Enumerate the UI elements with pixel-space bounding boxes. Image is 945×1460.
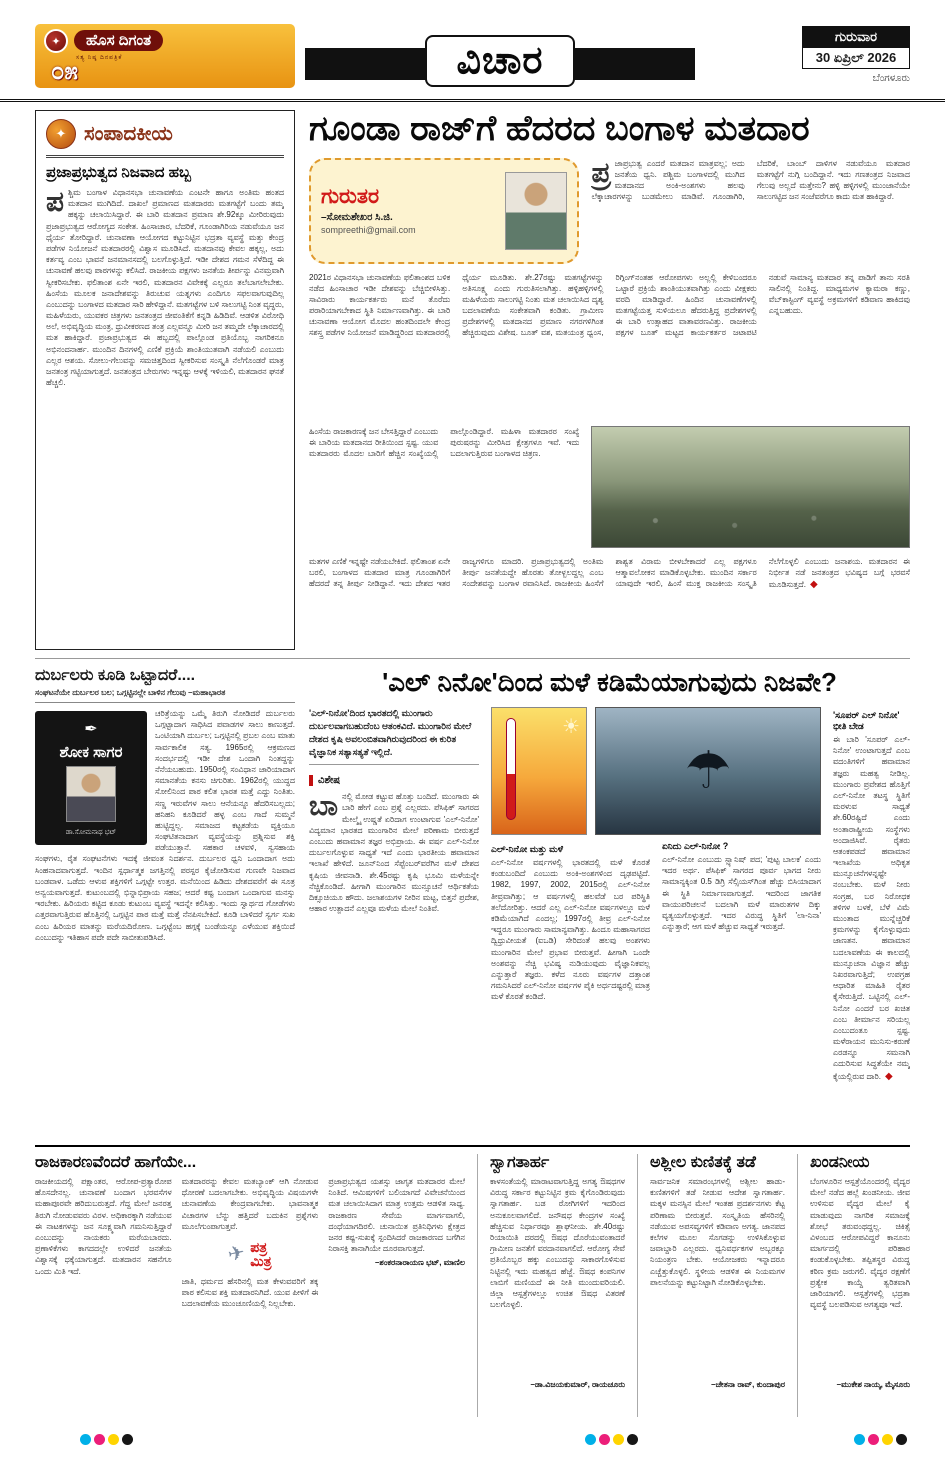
durbala-article: [35, 667, 295, 1137]
elnino-col3-body: ಈ ಬಾರಿ 'ಸೂಪರ್ ಎಲ್-ನಿನೋ' ಉಂಟಾಗುತ್ತದೆ ಎಂಬ ವದಂತಿಗಳಿಗೆ ಹವಾಮಾನ ತಜ್ಞರು ಮಹತ್ವ ನೀಡಿಲ್ಲ. ಮುಂಗಾರು ಪ್ರವೇಶದ ಹೊತ್ತಿಗೆ ಎಲ್-ನಿನೋ ತಟಸ್ಥ ಸ್ಥಿತಿಗೆ ಮರಳುವ ಸಾಧ್ಯತೆ ಶೇ.60ರಷ್ಟಿದೆ ಎಂದು ಅಂತಾರಾಷ್ಟ್ರೀಯ ಸಂಸ್ಥೆಗಳು ಅಂದಾಜಿಸಿವೆ. ರೈತರು ಆತಂಕಪಡದೆ ಹವಾಮಾನ ಇಲಾಖೆಯ ಅಧಿಕೃತ ಮುನ್ಸೂಚನೆಗಳನ್ನಷ್ಟೇ ನಂಬಬೇಕು. ಮಳೆ ನೀರು ಸಂಗ್ರಹ, ಬರ ನಿರೋಧಕ ತಳಿಗಳ ಬಳಕೆ, ಬೆಳೆ ವಿಮೆ ಮುಂತಾದ ಮುನ್ನೆಚ್ಚರಿಕೆ ಕ್ರಮಗಳನ್ನು ಕೈಗೊಳ್ಳುವುದು ಜಾಣತನ. ಹವಾಮಾನ ಬದಲಾವಣೆಯ ಈ ಕಾಲದಲ್ಲಿ ಮುನ್ಸೂಚನಾ ವಿಜ್ಞಾನ ಹೆಚ್ಚು ನಿಖರವಾಗುತ್ತಿದೆ; ಉಪಗ್ರಹ ಆಧಾರಿತ ಮಾಹಿತಿ ರೈತರ ಕೈಸೇರುತ್ತಿದೆ. ಒಟ್ಟಿನಲ್ಲಿ ಎಲ್-ನಿನೋ ಎಂದರೆ ಬರ ಖಚಿತ ಎಂಬ ತೀರ್ಮಾನ ಸರಿಯಲ್ಲ ಎಂಬುದಂತೂ ಸ್ಪಷ್ಟ. ಮಳೆರಾಯನ ಮುನಿಸು-ಕರುಣೆ ಎರಡನ್ನೂ ಸಮನಾಗಿ ಎದುರಿಸುವ ಸಿದ್ಧತೆಯೇ ನಮ್ಮ ಕೈಯಲ್ಲಿರುವ ದಾರಿ. ◆: [833, 735, 910, 1082]
elnino-col2-body-a: ಎಲ್-ನಿನೋ ವರ್ಷಗಳಲ್ಲಿ ಭಾರತದಲ್ಲಿ ಮಳೆ ಕೊರತೆ ಕಂಡುಬಂದಿದೆ ಎಂಬುದು ಅಂಕಿ-ಅಂಶಗಳಿಂದ ದೃಢಪಟ್ಟಿದೆ. 1982, 1997, 2002, 2015ರಲ್ಲಿ ಎಲ್-ನಿನೋ ತೀವ್ರವಾಗಿತ್ತು; ಆ ವರ್ಷಗಳಲ್ಲಿ ಹಲವೆಡೆ ಬರ ಪರಿಸ್ಥಿತಿ ತಲೆದೋರಿತ್ತು. ಆದರೆ ಎಲ್ಲ ಎಲ್-ನಿನೋ ವರ್ಷಗಳಲ್ಲೂ ಮಳೆ ಕಡಿಮೆಯಾಗಿದೆ ಎಂದಲ್ಲ; 1997ರಲ್ಲಿ ತೀವ್ರ ಎಲ್-ನಿನೋ ಇದ್ದರೂ ಮುಂಗಾರು ಸಾಮಾನ್ಯವಾಗಿತ್ತು. ಹಿಂದೂ ಮಹಾಸಾಗರದ ದ್ವಿಧ್ರುವೀಯತೆ (ಐಒಡಿ) ಸೇರಿದಂತೆ ಹಲವು ಅಂಶಗಳು ಮುಂಗಾರಿನ ಮೇಲೆ ಪ್ರಭಾವ ಬೀರುತ್ತವೆ. ಹೀಗಾಗಿ ಒಂದೇ ಅಂಶವನ್ನು ನೆಚ್ಚಿ ಭವಿಷ್ಯ ನುಡಿಯುವುದು ವೈಜ್ಞಾನಿಕವಲ್ಲ ಎನ್ನುತ್ತಾರೆ ತಜ್ಞರು. ಕಳೆದ ನೂರು ವರ್ಷಗಳ ದತ್ತಾಂಶ ಗಮನಿಸಿದರೆ ಎಲ್-ನಿನೋ ವರ್ಷಗಳ ಪೈಕಿ ಅರ್ಧದಷ್ಟರಲ್ಲಿ ಮಾತ್ರ ಮಳೆ ಕೊರತೆ ಕಂಡಿದೆ.: [491, 858, 650, 1002]
date-label: 30 ಏಪ್ರಿಲ್ 2026: [802, 48, 910, 69]
swagatarha-body: ಕಾಳಸಂತೆಯಲ್ಲಿ ಮಾರಾಟವಾಗುತ್ತಿದ್ದ ಅಗತ್ಯ ಔಷಧಗಳ ವಿರುದ್ಧ ಸರ್ಕಾರ ಕಟ್ಟುನಿಟ್ಟಿನ ಕ್ರಮ ಕೈಗೊಂಡಿರುವುದು ಸ್ವಾಗತಾರ್ಹ. ಬಡ ರೋಗಿಗಳಿಗೆ ಇದರಿಂದ ಅನುಕೂಲವಾಗಲಿದೆ. ಜನೌಷಧ ಕೇಂದ್ರಗಳ ಸಂಖ್ಯೆ ಹೆಚ್ಚಿಸುವ ನಿರ್ಧಾರವೂ ಶ್ಲಾಘನೀಯ. ಶೇ.40ರಷ್ಟು ರಿಯಾಯಿತಿ ದರದಲ್ಲಿ ಔಷಧ ದೊರೆಯುವಂತಾದರೆ ಗ್ರಾಮೀಣ ಜನತೆಗೆ ವರದಾನವಾಗಲಿದೆ. ಆರೋಗ್ಯ ಸೇವೆ ಪ್ರತಿಯೊಬ್ಬರ ಹಕ್ಕು ಎಂಬುದನ್ನು ಸಾಕಾರಗೊಳಿಸುವ ನಿಟ್ಟಿನಲ್ಲಿ ಇದು ಮಹತ್ವದ ಹೆಜ್ಜೆ. ಔಷಧ ಕಂಪನಿಗಳ ಲಾಬಿಗೆ ಮಣಿಯದೆ ಈ ನೀತಿ ಮುಂದುವರಿಯಲಿ. ಜಿಲ್ಲಾ ಆಸ್ಪತ್ರೆಗಳಲ್ಲೂ ಉಚಿತ ಔಷಧ ವಿತರಣೆ ಬಲಗೊಳ್ಳಲಿ.: [490, 1177, 625, 1310]
flame-icon: ✦: [51, 35, 61, 48]
page-number: ೦೫: [51, 58, 78, 85]
column-kicker: ಗುರುತರ: [321, 185, 380, 208]
end-mark-icon: ◆: [884, 1070, 893, 1082]
swagatarha-section: [477, 1154, 625, 1417]
paper-plane-icon: ✈: [226, 1241, 248, 1267]
page-header: [0, 0, 945, 102]
drop-cap: ಪ್ರ: [591, 157, 611, 188]
columnist-photo: [66, 766, 116, 822]
lead-intro: ಪ್ರ ಜಾಪ್ರಭುತ್ವ ಎಂದರೆ ಮತದಾನ ಮಾತ್ರವಲ್ಲ; ಅದು ಜನತೆಯ ಧ್ವನಿ. ಪಶ್ಚಿಮ ಬಂಗಾಳದಲ್ಲಿ ಮುಗಿದ ಮತದಾನದ ಅಂಕಿ-ಅಂಶಗಳು ಹಲವು ಲೆಕ್ಕಾಚಾರಗಳನ್ನು ಬುಡಮೇಲು ಮಾಡಿವೆ. ಗೂಂಡಾಗಿರಿ, ಬೆದರಿಕೆ, ಬಾಂಬ್ ದಾಳಿಗಳ ನಡುವೆಯೂ ಮತದಾರ ಮತಗಟ್ಟೆಗೆ ನುಗ್ಗಿ ಬಂದಿದ್ದಾನೆ. ಇದು ಗಣತಂತ್ರದ ನಿಜವಾದ ಗೆಲುವು ಅಲ್ಲದೆ ಮತ್ತೇನು? ಹಳ್ಳಿ ಹಳ್ಳಿಗಳಲ್ಲಿ ಮುಂಜಾನೆಯೇ ಸಾಲುಗಟ್ಟಿದ ಜನ ಸಂಜೆವರೆಗೂ ಕಾದು ಮತ ಹಾಕಿದ್ದಾರೆ.: [591, 157, 910, 202]
khandaneeya-headline: ಖಂಡನೀಯ: [810, 1154, 870, 1171]
letters-col-3: [328, 1176, 465, 1408]
reg-dot-group: [80, 1434, 133, 1445]
author-email: sompreethi@gmail.com: [321, 225, 416, 235]
swagatarha-headline: ಸ್ವಾಗತಾರ್ಹ: [490, 1154, 550, 1171]
editorial-box: [35, 110, 295, 650]
elnino-subhead-2: ಏನಿದು ಎಲ್-ನಿನೋ ?: [662, 841, 729, 851]
durbala-standfirst: ಸಂಘಟನೆಯೇ ದುರ್ಬಲರ ಬಲ; ಒಗ್ಗಟ್ಟಿನಲ್ಲೇ ಬಾಳಿನ ಗೆಲುವು –ಮಹಾಭಾರತ: [35, 688, 295, 703]
quill-icon: ✒: [84, 721, 98, 738]
letters-col-3-body: ಪ್ರಜಾಪ್ರಭುತ್ವದ ಯಶಸ್ಸು ಜಾಗೃತ ಮತದಾರರ ಮೇಲೆ ನಿಂತಿದೆ. ಆಮಿಷಗಳಿಗೆ ಬಲಿಯಾಗದೆ ವಿವೇಚನೆಯಿಂದ ಮತ ಚಲಾಯಿಸಿದಾಗ ಮಾತ್ರ ಉತ್ತಮ ಆಡಳಿತ ಸಾಧ್ಯ. ರಾಜಕಾರಣ ಸೇವೆಯ ಮಾರ್ಗವಾಗಲಿ, ದಂಧೆಯಾಗದಿರಲಿ. ಚುನಾಯಿತ ಪ್ರತಿನಿಧಿಗಳು ಕ್ಷೇತ್ರದ ಜನರ ಕಷ್ಟ-ಸುಖಕ್ಕೆ ಸ್ಪಂದಿಸಿದರೆ ರಾಜಕಾರಣದ ಬಗೆಗಿನ ನಿರಾಸಕ್ತಿ ತಾನಾಗಿಯೇ ದೂರವಾಗುತ್ತದೆ.: [328, 1177, 466, 1254]
patra-mitra-text: ಪತ್ರ ಮಿತ್ರ: [250, 1238, 272, 1269]
letter-signature: –ಮುಕೇಶ ನಾಯ್ಕ, ಮೈಸೂರು: [836, 1380, 910, 1389]
newspaper-tagline: ಸತ್ಯ ನಿಷ್ಠ ದಿನಪತ್ರಿಕೆ: [76, 55, 123, 61]
end-mark-icon: ◆: [809, 578, 818, 590]
registration-marks: [0, 1434, 945, 1446]
ashleela-body: ಸಾರ್ವಜನಿಕ ಸಮಾರಂಭಗಳಲ್ಲಿ ಅಶ್ಲೀಲ ಹಾಡು-ಕುಣಿತಗಳಿಗೆ ತಡೆ ನೀಡುವ ಆದೇಶ ಸ್ವಾಗತಾರ್ಹ. ಮಕ್ಕಳ ಮನಸ್ಸಿನ ಮೇಲೆ ಇಂತಹ ಪ್ರದರ್ಶನಗಳು ಕೆಟ್ಟ ಪರಿಣಾಮ ಬೀರುತ್ತವೆ. ಸಂಸ್ಕೃತಿಯ ಹೆಸರಿನಲ್ಲಿ ನಡೆಯುವ ಅಪಸವ್ಯಗಳಿಗೆ ಕಡಿವಾಣ ಅಗತ್ಯ. ಜಾನಪದ ಕಲೆಗಳ ಮೂಲ ಸೊಗಡನ್ನು ಉಳಿಸಿಕೊಳ್ಳುವ ಜವಾಬ್ದಾರಿ ಎಲ್ಲರದು. ಧ್ವನಿವರ್ಧಕಗಳ ಅಬ್ಬರಕ್ಕೂ ನಿಯಂತ್ರಣ ಬೇಕು. ಆಯೋಜಕರು ಇನ್ನಾದರೂ ಎಚ್ಚೆತ್ತುಕೊಳ್ಳಲಿ. ಸ್ಥಳೀಯ ಆಡಳಿತ ಈ ನಿಯಮಗಳ ಪಾಲನೆಯನ್ನು ಕಟ್ಟುನಿಟ್ಟಾಗಿ ನೋಡಿಕೊಳ್ಳಬೇಕು.: [650, 1177, 785, 1287]
rally-photo: [591, 426, 910, 548]
section-divider: [35, 658, 910, 659]
special-label: ವಿಶೇಷ: [309, 775, 340, 786]
ashleela-section: [637, 1154, 785, 1417]
newspaper-logo-icon: [44, 29, 68, 53]
elnino-headline: 'ಎಲ್ ನಿನೋ'ದಿಂದ ಮಳೆ ಕಡಿಮೆಯಾಗುವುದು ನಿಜವೇ?: [382, 667, 837, 697]
city-label: ಬೆಂಗಳೂರು: [872, 73, 910, 84]
letter-signature: –ಚೇತನಾ ರಾವ್, ಕುಂದಾಪುರ: [711, 1380, 785, 1389]
elnino-article: [309, 667, 910, 1137]
dateline: [802, 26, 910, 84]
flame-icon: ✦: [55, 126, 67, 141]
ashleela-headline: ಅಶ್ಲೀಲ ಕುಣಿತಕ್ಕೆ ತಡೆ: [650, 1154, 756, 1171]
durbala-headline: ದುರ್ಬಲರು ಕೂಡಿ ಒಟ್ಟಾದರೆ....: [35, 667, 196, 684]
elnino-col1: [309, 707, 479, 1131]
patra-mitra-logo: [182, 1240, 319, 1268]
section-title: ವಿಚಾರ: [456, 39, 544, 82]
author-photo: [505, 172, 567, 250]
column-title: ಶೋಕ ಸಾಗರ: [59, 744, 123, 762]
section-title-band: [305, 39, 695, 82]
lead-body-d: ಮತಗಳ ಎಣಿಕೆ ಇನ್ನಷ್ಟೇ ನಡೆಯಬೇಕಿದೆ. ಫಲಿತಾಂಶ ಏನೇ ಬರಲಿ, ಬಂಗಾಳದ ಮತದಾರ ಮಾತ್ರ ಗೂಂಡಾಗಿರಿಗೆ ಹೆದರದೆ ತನ್ನ ತೀರ್ಪು ನೀಡಿದ್ದಾನೆ. ಇದು ದೇಶದ ಇತರ ರಾಜ್ಯಗಳಿಗೂ ಮಾದರಿ. ಪ್ರಜಾಪ್ರಭುತ್ವದಲ್ಲಿ ಅಂತಿಮ ತೀರ್ಪು ಜನತೆಯದ್ದೇ ಹೊರತು ತೋಳ್ಬಲದ್ದಲ್ಲ ಎಂಬ ಸಂದೇಶವನ್ನು ಬಂಗಾಳ ರವಾನಿಸಿದೆ. ರಾಜಕೀಯ ಹಿಂಸೆಗೆ ಶಾಶ್ವತ ವಿರಾಮ ಬೀಳಬೇಕಾದರೆ ಎಲ್ಲ ಪಕ್ಷಗಳೂ ಆತ್ಮಾವಲೋಕನ ಮಾಡಿಕೊಳ್ಳಬೇಕು. ಮುಂದಿನ ಸರ್ಕಾರ ಯಾವುದೇ ಇರಲಿ, ಹಿಂಸೆ ಮುಕ್ತ ರಾಜಕೀಯ ಸಂಸ್ಕೃತಿ ನೆಲೆಗೊಳ್ಳಲಿ ಎಂಬುದು ಜನಾಶಯ. ಮತದಾರನ ಈ ನಿರ್ಭೀತ ನಡೆ ಜನತಂತ್ರದ ಭವಿಷ್ಯದ ಬಗ್ಗೆ ಭರವಸೆ ಮೂಡಿಸುತ್ತದೆ. ◆: [309, 556, 910, 590]
editorial-headline: ಪ್ರಜಾಪ್ರಭುತ್ವದ ನಿಜವಾದ ಹಬ್ಬ: [46, 164, 191, 181]
editorial-logo-icon: [46, 119, 76, 149]
elnino-subhead-3: 'ಸೂಪರ್ ಎಲ್ ನಿನೋ' ಭೀತಿ ಬೇಡ: [833, 710, 900, 731]
drop-cap: ಬಾ: [309, 791, 339, 822]
umbrella-icon: ☂: [684, 742, 732, 800]
elnino-subhead-1: ಎಲ್-ನಿನೋ ಮತ್ತು ಮಳೆ: [491, 844, 563, 854]
khandaneeya-section: [797, 1154, 910, 1417]
sun-icon: ☀: [562, 716, 580, 738]
masthead-panel: [35, 24, 295, 88]
author-name: –ಸೋಮಶೇಖರ ಸಿ.ಜಿ.: [321, 212, 393, 223]
editorial-section-label: ಸಂಪಾದಕೀಯ: [84, 122, 173, 145]
letters-col-1: ರಾಜಕೀಯದಲ್ಲಿ ಪಕ್ಷಾಂತರ, ಆರೋಪ-ಪ್ರತ್ಯಾರೋಪ ಹೊಸದೇನಲ್ಲ. ಚುನಾವಣೆ ಬಂದಾಗ ಭರವಸೆಗಳ ಮಹಾಪೂರವೇ ಹರಿದುಬರುತ್ತದೆ. ಗೆದ್ದ ಮೇಲೆ ಜನರತ್ತ ತಿರುಗಿ ನೋಡುವವರು ವಿರಳ. ಅಧಿಕಾರಕ್ಕಾಗಿ ನಡೆಯುವ ಈ ನಾಟಕಗಳನ್ನು ಜನ ಸೂಕ್ಷ್ಮವಾಗಿ ಗಮನಿಸುತ್ತಿದ್ದಾರೆ ಎಂಬುದನ್ನು ನಾಯಕರು ಮರೆಯಬಾರದು. ಪ್ರಣಾಳಿಕೆಗಳು ಕಾಗದದಲ್ಲೇ ಉಳಿದರೆ ಜನತೆಯ ವಿಶ್ವಾಸಕ್ಕೆ ಧಕ್ಕೆಯಾಗುತ್ತದೆ. ಮತದಾರನ ಸಹನೆಗೂ ಒಂದು ಮಿತಿ ಇದೆ.: [35, 1177, 172, 1276]
rain-umbrella-photo: [595, 707, 821, 835]
reg-dot-group: [854, 1434, 907, 1445]
elnino-col3: [833, 707, 910, 1131]
page-content: [0, 102, 945, 1417]
day-label: ಗುರುವಾರ: [802, 26, 910, 48]
section-title-box: [425, 35, 576, 87]
letters-col-2a: ಮತದಾರರನ್ನು ಕೇವಲ ಮತಬ್ಯಾಂಕ್ ಆಗಿ ನೋಡುವ ಧೋರಣೆ ಬದಲಾಗಬೇಕು. ಅಭಿವೃದ್ಧಿಯ ವಿಷಯಗಳೇ ಚುನಾವಣೆಯ ಕೇಂದ್ರವಾಗಬೇಕು. ಭಾವನಾತ್ಮಕ ವಿಚಾರಗಳ ಬೆನ್ನು ಹತ್ತಿದರೆ ಬದುಕಿನ ಪ್ರಶ್ನೆಗಳು ಮೂಲೆಗುಂಪಾಗುತ್ತವೆ.: [181, 1177, 319, 1231]
lead-body-b: 2021ರ ವಿಧಾನಸಭಾ ಚುನಾವಣೆಯ ಫಲಿತಾಂಶದ ಬಳಿಕ ನಡೆದ ಹಿಂಸಾಚಾರ ಇಡೀ ದೇಶವನ್ನು ಬೆಚ್ಚಿಬೀಳಿಸಿತ್ತು. ಸಾವಿರಾರು ಕಾರ್ಯಕರ್ತರು ಮನೆ ತೊರೆದು ಪರಾರಿಯಾಗಬೇಕಾದ ಸ್ಥಿತಿ ನಿರ್ಮಾಣವಾಗಿತ್ತು. ಈ ಬಾರಿ ಚುನಾವಣಾ ಆಯೋಗ ಮೊದಲ ಹಂತದಿಂದಲೇ ಕೇಂದ್ರ ಸಶಸ್ತ್ರ ಪಡೆಗಳ ನಿಯೋಜನೆ ಮಾಡಿದ್ದರಿಂದ ಮತದಾರರಲ್ಲಿ ಧೈರ್ಯ ಮೂಡಿತು. ಶೇ.27ರಷ್ಟು ಮತಗಟ್ಟೆಗಳನ್ನು ಅತಿಸೂಕ್ಷ್ಮ ಎಂದು ಗುರುತಿಸಲಾಗಿತ್ತು. ಹಳ್ಳಿಹಳ್ಳಿಗಳಲ್ಲಿ ಮಹಿಳೆಯರು ಸಾಲುಗಟ್ಟಿ ನಿಂತು ಮತ ಚಲಾಯಿಸಿದ ದೃಶ್ಯ ಬದಲಾವಣೆಯ ಸಂಕೇತವಾಗಿ ಕಂಡಿತು. ಗ್ರಾಮೀಣ ಪ್ರದೇಶಗಳಲ್ಲಿ ಮತದಾನದ ಪ್ರಮಾಣ ನಗರಗಳಿಗಿಂತ ಹೆಚ್ಚಿರುವುದು ವಿಶೇಷ. ಬೂತ್ ವಶ, ಮತಯಂತ್ರ ಧ್ವಂಸ, ರಿಗ್ಗಿಂಗ್‌ನಂತಹ ಆರೋಪಗಳು ಅಲ್ಲಲ್ಲಿ ಕೇಳಿಬಂದರೂ ಒಟ್ಟಾರೆ ಪ್ರಕ್ರಿಯೆ ಶಾಂತಿಯುತವಾಗಿತ್ತು ಎಂದು ವೀಕ್ಷಕರು ವರದಿ ಮಾಡಿದ್ದಾರೆ. ಹಿಂದಿನ ಚುನಾವಣೆಗಳಲ್ಲಿ ಮತಗಟ್ಟೆಯತ್ತ ಸುಳಿಯಲೂ ಹೆದರುತ್ತಿದ್ದ ಪ್ರದೇಶಗಳಲ್ಲಿ ಈ ಬಾರಿ ಉತ್ಸಾಹದ ವಾತಾವರಣವಿತ್ತು. ರಾಜಕೀಯ ಪಕ್ಷಗಳ ಬೂತ್ ಮಟ್ಟದ ಕಾರ್ಯಕರ್ತರ ಜಟಾಪಟಿ ನಡುವೆ ಸಾಮಾನ್ಯ ಮತದಾರ ತನ್ನ ಪಾಡಿಗೆ ತಾನು ಸರತಿ ಸಾಲಿನಲ್ಲಿ ನಿಂತಿದ್ದ. ಮಾಧ್ಯಮಗಳ ಕ್ಯಾಮರಾ ಕಣ್ಣು, ವೆಬ್‌ಕಾಸ್ಟಿಂಗ್ ವ್ಯವಸ್ಥೆ ಅಕ್ರಮಗಳಿಗೆ ಕಡಿವಾಣ ಹಾಕಿದವು ಎನ್ನಬಹುದು.: [309, 272, 910, 338]
columnist-name: ಡಾ.ಸೋಮನಾಥ ಭಟ್: [65, 828, 117, 836]
columnist-box: [35, 711, 147, 845]
letter-signature: –ಡಾ.ವಿಜಯಕುಮಾರ್, ರಾಯಚೂರು: [530, 1380, 625, 1389]
lead-article: [309, 110, 910, 650]
editorial-body: ಪಶ್ಚಿಮ ಬಂಗಾಳ ವಿಧಾನಸಭಾ ಚುನಾವಣೆಯ ಎಂಟನೇ ಹಾಗೂ ಅಂತಿಮ ಹಂತದ ಮತದಾನ ಮುಗಿದಿದೆ. ದಾಖಲೆ ಪ್ರಮಾಣದ ಮತದಾರರು ಮತಗಟ್ಟೆಗೆ ಬಂದು ತಮ್ಮ ಹಕ್ಕನ್ನು ಚಲಾಯಿಸಿದ್ದಾರೆ. ಈ ಬಾರಿ ಮತದಾನ ಪ್ರಮಾಣ ಶೇ.92ಕ್ಕೂ ಮೀರಿರುವುದು ಪ್ರಜಾಪ್ರಭುತ್ವದ ಆರೋಗ್ಯದ ಸಂಕೇತ. ಹಿಂಸಾಚಾರ, ಬೆದರಿಕೆ, ಗೂಂಡಾಗಿರಿಯ ನಡುವೆಯೂ ಜನ ಧೈರ್ಯ ತೋರಿದ್ದಾರೆ. ಚುನಾವಣಾ ಆಯೋಗದ ಕಟ್ಟುನಿಟ್ಟಿನ ಭದ್ರತಾ ವ್ಯವಸ್ಥೆ ಮತ್ತು ಕೇಂದ್ರ ಪಡೆಗಳ ನಿಯೋಜನೆ ಮತದಾರರಲ್ಲಿ ವಿಶ್ವಾಸ ಮೂಡಿಸಿದೆ. ಮತದಾನವು ಕೇವಲ ಹಕ್ಕಲ್ಲ, ಅದು ಕರ್ತವ್ಯ ಎಂಬ ಭಾವನೆ ಜನಮಾನಸದಲ್ಲಿ ಬಲಗೊಳ್ಳುತ್ತಿದೆ. ಇಡೀ ದೇಶದ ಗಮನ ಸೆಳೆದಿದ್ದ ಈ ಚುನಾವಣೆ ಹಲವು ಪಾಠಗಳನ್ನು ಕಲಿಸಿದೆ. ರಾಜಕೀಯ ಪಕ್ಷಗಳು ಜನತೆಯ ತೀರ್ಪನ್ನು ವಿನಮ್ರವಾಗಿ ಸ್ವೀಕರಿಸಬೇಕು. ಫಲಿತಾಂಶ ಏನೇ ಇರಲಿ, ಮತದಾರನ ವಿವೇಕಕ್ಕೆ ಎಲ್ಲರೂ ತಲೆಬಾಗಲೇಬೇಕು. ಹಿಂಸೆಯ ಮೂಲಕ ಜನಾದೇಶವನ್ನು ತಿರುಚುವ ಯತ್ನಗಳು ಎಂದಿಗೂ ಸಫಲವಾಗುವುದಿಲ್ಲ ಎಂಬುದನ್ನು ಬಂಗಾಳದ ಮತದಾರ ಸಾರಿ ಹೇಳಿದ್ದಾನೆ. ಮತಗಟ್ಟೆಗಳ ಬಳಿ ಸಾಲುಗಟ್ಟಿ ನಿಂತ ವೃದ್ಧರು, ಮಹಿಳೆಯರು, ಯುವಕರ ಚಿತ್ರಗಳು ಜನತಂತ್ರದ ಜೀವಂತಿಕೆಗೆ ಕನ್ನಡಿ ಹಿಡಿದಿವೆ. ಆಡಳಿತ ವಿರೋಧಿ ಅಲೆ, ಅಭಿವೃದ್ಧಿಯ ಮಂತ್ರ, ಧ್ರುವೀಕರಣದ ತಂತ್ರ ಎಲ್ಲವನ್ನೂ ಮೀರಿ ಜನ ತಮ್ಮದೇ ಲೆಕ್ಕಾಚಾರದಲ್ಲಿ ಮತ ಹಾಕಿದ್ದಾರೆ. ಪ್ರಜಾಪ್ರಭುತ್ವದ ಈ ಹಬ್ಬದಲ್ಲಿ ಪಾಲ್ಗೊಂಡ ಪ್ರತಿಯೊಬ್ಬ ನಾಗರಿಕನೂ ಅಭಿನಂದನಾರ್ಹ. ಮುಂದಿನ ದಿನಗಳಲ್ಲಿ ಎಣಿಕೆ ಪ್ರಕ್ರಿಯೆ ಶಾಂತಿಯುತವಾಗಿ ನಡೆಯಲಿ ಎಂಬುದು ಎಲ್ಲರ ಆಶಯ. ಸೋಲು-ಗೆಲುವನ್ನು ಸಮಚಿತ್ತದಿಂದ ಸ್ವೀಕರಿಸುವ ಸಂಸ್ಕೃತಿ ನೆಲೆಗೊಂಡರೆ ಮಾತ್ರ ಜನತಂತ್ರ ಗಟ್ಟಿಯಾಗುತ್ತದೆ. ಜನತಂತ್ರದ ಬೇರುಗಳು ಇನ್ನಷ್ಟು ಆಳಕ್ಕೆ ಇಳಿಯಲಿ, ಮತದಾರನ ಘನತೆ ಹೆಚ್ಚಲಿ.: [46, 187, 284, 388]
letter-signature: –ಶಂಕರನಾರಾಯಣ ಭಟ್, ಮಾಣಿಲ: [374, 1258, 466, 1268]
drop-cap: ಪ: [46, 187, 64, 217]
byline-card: [309, 158, 579, 264]
reg-dot-group: [585, 1434, 638, 1445]
letters-col-2: [182, 1176, 319, 1408]
elnino-col1-body: ಬಾನಲ್ಲಿ ಮೋಡ ಕಟ್ಟುವ ಹೊತ್ತು ಬಂದಿದೆ. ಮುಂಗಾರು ಈ ಬಾರಿ ಹೇಗೆ ಎಂಬ ಪ್ರಶ್ನೆ ಎಲ್ಲರದು. ಪೆಸಿಫಿಕ್ ಸಾಗರದ ಮೇಲ್ಮೈ ಉಷ್ಣತೆ ಏರಿದಾಗ ಉಂಟಾಗುವ 'ಎಲ್-ನಿನೋ' ವಿದ್ಯಮಾನ ಭಾರತದ ಮುಂಗಾರಿನ ಮೇಲೆ ಪರಿಣಾಮ ಬೀರುತ್ತದೆ ಎಂಬುದು ಹವಾಮಾನ ತಜ್ಞರ ಅಭಿಪ್ರಾಯ. ಈ ವರ್ಷ ಎಲ್-ನಿನೋ ದುರ್ಬಲಗೊಳ್ಳುವ ಸಾಧ್ಯತೆ ಇದೆ ಎಂದು ಭಾರತೀಯ ಹವಾಮಾನ ಇಲಾಖೆ ಹೇಳಿದೆ. ಜೂನ್‌ನಿಂದ ಸೆಪ್ಟೆಂಬರ್‌ವರೆಗಿನ ಮಳೆ ದೇಶದ ಕೃಷಿಯ ಜೀವನಾಡಿ. ಶೇ.45ರಷ್ಟು ಕೃಷಿ ಭೂಮಿ ಮಳೆಯನ್ನೇ ನೆಚ್ಚಿಕೊಂಡಿದೆ. ಹೀಗಾಗಿ ಮುಂಗಾರಿನ ಮುನ್ಸೂಚನೆ ಆರ್ಥಿಕತೆಯ ದಿಕ್ಸೂಚಿಯೂ ಹೌದು. ಜಲಾಶಯಗಳ ನೀರಿನ ಮಟ್ಟ, ಬಿತ್ತನೆ ಪ್ರದೇಶ, ಆಹಾರ ಉತ್ಪಾದನೆ ಎಲ್ಲವೂ ಮಳೆಯ ಮೇಲೆ ನಿಂತಿವೆ.: [309, 791, 479, 914]
lead-body-c: ಹಿಂಸೆಯ ರಾಜಕಾರಣಕ್ಕೆ ಜನ ಬೇಸತ್ತಿದ್ದಾರೆ ಎಂಬುದು ಈ ಬಾರಿಯ ಮತದಾನದ ರೀತಿಯಿಂದ ಸ್ಪಷ್ಟ. ಯುವ ಮತದಾರರು ಮೊದಲ ಬಾರಿಗೆ ಹೆಚ್ಚಿನ ಸಂಖ್ಯೆಯಲ್ಲಿ ಪಾಲ್ಗೊಂಡಿದ್ದಾರೆ. ಮಹಿಳಾ ಮತದಾರರ ಸಂಖ್ಯೆ ಪುರುಷರನ್ನು ಮೀರಿಸಿದ ಕ್ಷೇತ್ರಗಳೂ ಇವೆ. ಇದು ಬದಲಾಗುತ್ತಿರುವ ಬಂಗಾಳದ ಚಿತ್ರಣ.: [309, 426, 580, 458]
thermometer-photo: [491, 707, 587, 835]
newspaper-title: ಹೊಸ ದಿಗಂತ: [74, 30, 163, 51]
letters-col-2b: ಜಾತಿ, ಧರ್ಮದ ಹೆಸರಿನಲ್ಲಿ ಮತ ಕೇಳುವವರಿಗೆ ತಕ್ಕ ಪಾಠ ಕಲಿಸುವ ಶಕ್ತಿ ಮತದಾರನಿಗಿದೆ. ಯುವ ಪೀಳಿಗೆ ಈ ಬದಲಾವಣೆಯ ಮುಂಚೂಣಿಯಲ್ಲಿ ನಿಲ್ಲಬೇಕು.: [181, 1276, 319, 1309]
letters-headline: ರಾಜಕಾರಣವೆಂದರೆ ಹಾಗೆಯೇ...: [35, 1154, 197, 1171]
durbala-body: ✒ ಶೋಕ ಸಾಗರ ಡಾ.ಸೋಮನಾಥ ಭಟ್ ಚರಿತ್ರೆಯನ್ನು ಒಮ್ಮೆ ತಿರುಗಿ ನೋಡಿದರೆ ದುರ್ಬಲರು ಒಗ್ಗಟ್ಟಾದಾಗ ಸಾಧಿಸಿದ ಪವಾಡಗಳ ಸಾಲು ಕಾಣುತ್ತದೆ. ಒಂಟಿಯಾಗಿ ದುರ್ಬಲ; ಒಗ್ಗಟ್ಟಿನಲ್ಲಿ ಪ್ರಬಲ ಎಂಬ ಮಾತು ಸಾರ್ವಕಾಲಿಕ ಸತ್ಯ. 1965ರಲ್ಲಿ ಆಕ್ರಮಣದ ಸಂದರ್ಭದಲ್ಲಿ ಇಡೀ ದೇಶ ಒಂದಾಗಿ ನಿಂತದ್ದನ್ನು ನೆನೆಯಬಹುದು. 1950ರಲ್ಲಿ ಸಂವಿಧಾನ ಜಾರಿಯಾದಾಗ ಸಮಾನತೆಯ ಕನಸು ಚಿಗುರಿತು. 1962ರಲ್ಲಿ ಯುದ್ಧದ ಸೋಲಿನಿಂದ ಪಾಠ ಕಲಿತ ಭಾರತ ಮತ್ತೆ ಎದ್ದು ನಿಂತಿತು. ಸಣ್ಣ ಇರುವೆಗಳ ಸಾಲು ಆನೆಯನ್ನೂ ಹೆದರಿಸಬಲ್ಲದು; ಹನಿಹನಿ ಕೂಡಿದರೆ ಹಳ್ಳ ಎಂಬ ಗಾದೆ ಸುಮ್ಮನೆ ಹುಟ್ಟಿದ್ದಲ್ಲ. ಸಮಾಜದ ಕಟ್ಟಕಡೆಯ ವ್ಯಕ್ತಿಯೂ ಸಂಘಟಿತನಾದಾಗ ವ್ಯವಸ್ಥೆಯನ್ನು ಪ್ರಶ್ನಿಸುವ ಶಕ್ತಿ ಪಡೆಯುತ್ತಾನೆ. ಸಹಕಾರ ಚಳವಳಿ, ಸ್ವಸಹಾಯ ಸಂಘಗಳು, ರೈತ ಸಂಘಟನೆಗಳು ಇದಕ್ಕೆ ಜೀವಂತ ನಿದರ್ಶನ. ದುರ್ಬಲರ ಧ್ವನಿ ಒಂದಾದಾಗ ಅದು ಸಿಂಹನಾದವಾಗುತ್ತದೆ. ಇಂದಿನ ಸ್ಪರ್ಧಾತ್ಮಕ ಜಗತ್ತಿನಲ್ಲಿ ಪರಸ್ಪರ ಕೈಜೋಡಿಸುವ ಗುಣವೇ ನಿಜವಾದ ಬಂಡವಾಳ. ಒಡೆದು ಆಳುವ ಶಕ್ತಿಗಳಿಗೆ ಒಗ್ಗಟ್ಟೇ ಉತ್ತರ. ಮನೆಯಿಂದ ಹಿಡಿದು ದೇಶದವರೆಗೆ ಈ ಸೂತ್ರ ಅನ್ವಯವಾಗುತ್ತದೆ. ಕುಟುಂಬದಲ್ಲಿ ಭಿನ್ನಾಭಿಪ್ರಾಯ ಸಹಜ; ಆದರೆ ಕಷ್ಟ ಬಂದಾಗ ಒಂದಾಗುವ ಮನಸ್ಸು ಇರಬೇಕು. ಹಿರಿಯರು ಕಟ್ಟಿದ ಕೂಡು ಕುಟುಂಬ ವ್ಯವಸ್ಥೆ ಇದನ್ನೇ ಕಲಿಸಿತ್ತು. ಇಂದು ಸ್ವಾರ್ಥದ ಗೋಡೆಗಳು ಎತ್ತರವಾಗುತ್ತಿರುವ ಹೊತ್ತಿನಲ್ಲಿ ಒಗ್ಗಟ್ಟಿನ ಪಾಠ ಮತ್ತೆ ಮತ್ತೆ ನೆನಪಿಸಬೇಕಿದೆ. ಕೂಡಿ ಬಾಳಿದರೆ ಸ್ವರ್ಗ ಸುಖ ಎಂಬ ಹಿರಿಯರ ಮಾತನ್ನು ಮರೆಯದಿರೋಣ. ಒಗ್ಗಟ್ಟೆಂಬ ಹಗ್ಗಕ್ಕೆ ಬಂಡೆಯನ್ನೂ ಎಳೆಯುವ ಶಕ್ತಿಯಿದೆ ಎಂಬುದನ್ನು ಇತಿಹಾಸ ಪದೇ ಪದೇ ಸಾಬೀತುಪಡಿಸಿದೆ.: [35, 709, 295, 942]
lead-headline: ಗೂಂಡಾ ರಾಜ್‌ಗೆ ಹೆದರದ ಬಂಗಾಳ ಮತದಾರ: [309, 109, 810, 148]
letters-section: [35, 1154, 465, 1417]
elnino-standfirst: 'ಎಲ್-ನಿನೋ'ದಿಂದ ಭಾರತದಲ್ಲಿ ಮುಂಗಾರು ದುರ್ಬಲವಾಗಬಹುದೆಂಬ ಆತಂಕವಿದೆ. ಮುಂಗಾರಿನ ಮೇಲೆ ದೇಶದ ಕೃಷಿ ಅವಲಂಬಿತವಾಗಿರುವುದರಿಂದ ಈ ಕುರಿತ ವೈಜ್ಞಾನಿಕ ಸತ್ಯಾಸತ್ಯತೆ ಇಲ್ಲಿದೆ.: [309, 707, 479, 765]
elnino-col2-body-b: ಎಲ್-ನಿನೋ ಎಂಬುದು ಸ್ಪ್ಯಾನಿಷ್ ಪದ; 'ಪುಟ್ಟ ಬಾಲಕ' ಎಂದು ಇದರ ಅರ್ಥ. ಪೆಸಿಫಿಕ್ ಸಾಗರದ ಪೂರ್ವ ಭಾಗದ ನೀರು ಸಾಮಾನ್ಯಕ್ಕಿಂತ 0.5 ಡಿಗ್ರಿ ಸೆಲ್ಸಿಯಸ್‌ಗಿಂತ ಹೆಚ್ಚು ಬಿಸಿಯಾದಾಗ ಈ ಸ್ಥಿತಿ ನಿರ್ಮಾಣವಾಗುತ್ತದೆ. ಇದರಿಂದ ಜಾಗತಿಕ ವಾಯುಪರಿಚಲನೆ ಬದಲಾಗಿ ಮಳೆ ಮಾರುತಗಳ ದಿಕ್ಕು ವ್ಯತ್ಯಯಗೊಳ್ಳುತ್ತದೆ. ಇದರ ವಿರುದ್ಧ ಸ್ಥಿತಿಗೆ 'ಲಾ-ನಿನಾ' ಎನ್ನುತ್ತಾರೆ; ಆಗ ಮಳೆ ಹೆಚ್ಚುವ ಸಾಧ್ಯತೆ ಇರುತ್ತದೆ.: [662, 855, 821, 932]
elnino-col2: [491, 707, 821, 1131]
khandaneeya-body: ಬೆಂಗಳೂರಿನ ಆಸ್ಪತ್ರೆಯೊಂದರಲ್ಲಿ ವೈದ್ಯರ ಮೇಲೆ ನಡೆದ ಹಲ್ಲೆ ಖಂಡನೀಯ. ಜೀವ ಉಳಿಸುವ ವೈದ್ಯರ ಮೇಲೆ ಕೈ ಮಾಡುವುದು ನಾಗರಿಕ ಸಮಾಜಕ್ಕೆ ಶೋಭೆ ತರುವಂಥದ್ದಲ್ಲ. ಚಿಕಿತ್ಸೆ ವಿಳಂಬದ ಆರೋಪವಿದ್ದರೆ ಕಾನೂನು ಮಾರ್ಗದಲ್ಲಿ ಪರಿಹಾರ ಕಂಡುಕೊಳ್ಳಬೇಕು. ತಪ್ಪಿತಸ್ಥರ ವಿರುದ್ಧ ಕಠಿಣ ಕ್ರಮ ಜರುಗಲಿ. ವೈದ್ಯರ ರಕ್ಷಣೆಗೆ ಪ್ರತ್ಯೇಕ ಕಾಯ್ದೆ ತ್ವರಿತವಾಗಿ ಜಾರಿಯಾಗಲಿ. ಆಸ್ಪತ್ರೆಗಳಲ್ಲಿ ಭದ್ರತಾ ವ್ಯವಸ್ಥೆ ಬಲಪಡಿಸುವ ಅಗತ್ಯವೂ ಇದೆ.: [810, 1177, 910, 1310]
